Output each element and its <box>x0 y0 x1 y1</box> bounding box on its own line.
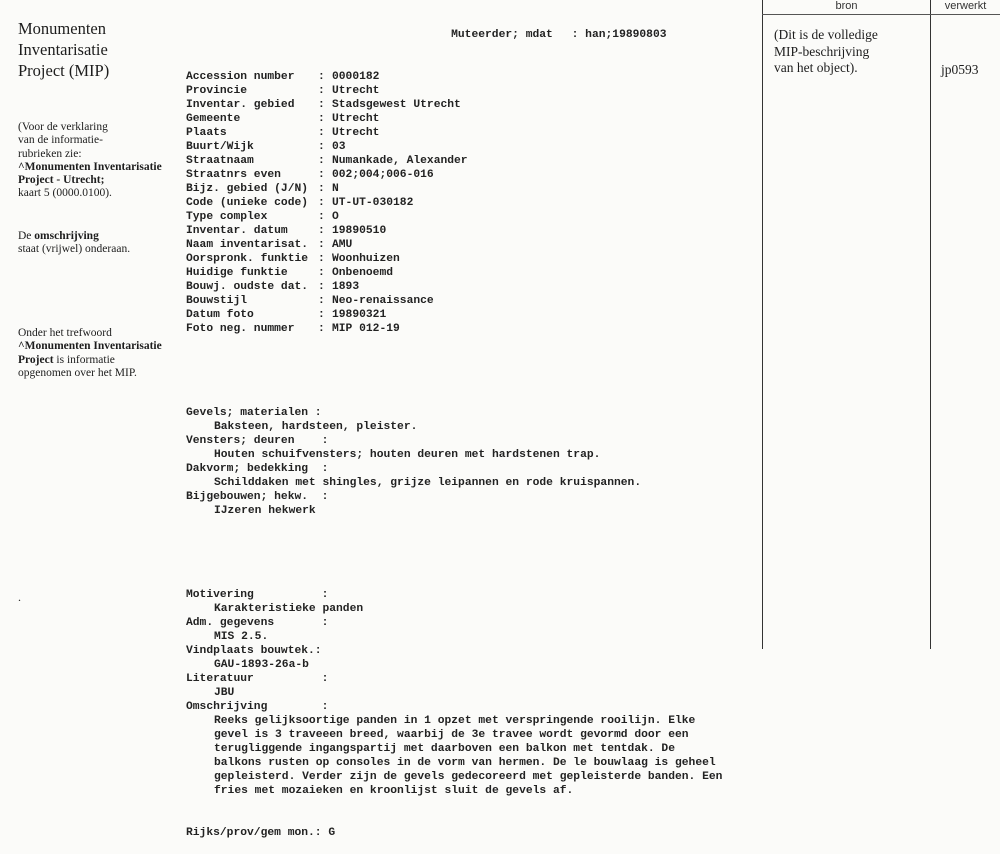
mutator-value: han;19890803 <box>585 29 667 41</box>
field-label: Naam inventarisat. <box>186 239 309 251</box>
field-value: 03 <box>332 141 346 153</box>
field-value: MIP 012-19 <box>332 323 400 335</box>
field-colon: : <box>318 99 325 111</box>
record-block-construction <box>186 406 756 518</box>
field-label: Foto neg. nummer <box>186 323 295 335</box>
record-row <box>186 252 756 266</box>
field-label: Type complex <box>186 211 268 223</box>
field-value: 002;004;006-016 <box>332 169 434 181</box>
record-row <box>186 196 756 210</box>
note-line: van de informatie- <box>18 134 103 147</box>
field-colon: : <box>318 169 325 181</box>
field-colon: : <box>318 141 325 153</box>
section-value-line: Houten schuifvensters; houten deuren met hardstenen trap. <box>214 449 601 461</box>
field-colon: : <box>318 253 325 265</box>
field-label: Code (unieke code) <box>186 197 309 209</box>
record-row <box>186 294 756 308</box>
field-colon: : <box>318 127 325 139</box>
record-row <box>186 168 756 182</box>
field-label: Gemeente <box>186 113 241 125</box>
record-row <box>186 210 756 224</box>
mip-title-line: Inventarisatie <box>18 40 108 59</box>
stray-dot: . <box>18 590 21 604</box>
section-value-line: Baksteen, hardsteen, pleister. <box>214 421 418 433</box>
note-text: De <box>18 230 35 242</box>
section-label: Omschrijving : <box>186 701 329 713</box>
note-line: (Voor de verklaring <box>18 121 108 133</box>
field-colon: : <box>318 113 325 125</box>
section-value-line: Schilddaken met shingles, grijze leipannen en rode kruispannen. <box>214 477 642 489</box>
record-row <box>186 84 756 98</box>
section-label: Gevels; materialen : <box>186 407 322 419</box>
section-value-line: terugliggende ingangspartij met daarboven een balkon met tentdak. De <box>214 743 675 755</box>
section-value-line: MIS 2.5. <box>214 631 269 643</box>
field-colon: : <box>318 295 325 307</box>
section-value-line: GAU-1893-26a-b <box>214 659 309 671</box>
field-value: N <box>332 183 339 195</box>
field-value: Woonhuizen <box>332 253 400 265</box>
field-label: Bijz. gebied (J/N) <box>186 183 309 195</box>
section-label: Dakvorm; bedekking : <box>186 463 329 475</box>
field-colon: : <box>318 197 325 209</box>
section-value-line: Reeks gelijksoortige panden in 1 opzet met verspringende rooilijn. Elke <box>214 715 696 727</box>
mip-title-line: Project (MIP) <box>18 61 110 80</box>
section-label: Bijgebouwen; hekw. : <box>186 491 329 503</box>
field-value: 1893 <box>332 281 360 293</box>
record-row <box>186 280 756 294</box>
verwerkt-header: verwerkt <box>944 0 987 12</box>
record-row <box>186 308 756 322</box>
note-bold: omschrijving <box>34 230 99 242</box>
field-colon: : <box>318 183 325 195</box>
field-value: Utrecht <box>332 113 380 125</box>
mutator-field: Muteerder; mdat : han;19890803 <box>451 29 667 41</box>
note-line: staat (vrijwel) onderaan. <box>18 243 131 256</box>
field-colon: : <box>318 309 325 321</box>
section-label: Motivering : <box>186 589 329 601</box>
field-colon: : <box>318 225 325 237</box>
bron-header: bron <box>835 0 858 12</box>
field-value: 19890510 <box>332 225 387 237</box>
field-label: Huidige funktie <box>186 267 288 279</box>
note-line: kaart 5 (0000.0100). <box>18 187 112 200</box>
note-line: Onder het trefwoord <box>18 327 112 339</box>
field-label: Inventar. datum <box>186 225 288 237</box>
section-label: Literatuur : <box>186 673 329 685</box>
section-value-line: fries met mozaieken en kroonlijst sluit de gevels af. <box>214 785 574 797</box>
field-value: Stadsgewest Utrecht <box>332 99 461 111</box>
note-bold-line: ^Monumenten Inventarisatie <box>18 160 162 173</box>
keyword-note <box>18 327 162 380</box>
section-label: Vensters; deuren : <box>186 435 329 447</box>
mip-record <box>186 14 756 854</box>
note-line: rubrieken zie: <box>18 147 82 160</box>
field-value: Onbenoemd <box>332 267 394 279</box>
field-colon: : <box>318 239 325 251</box>
section-value-line: Karakteristieke panden <box>214 603 364 615</box>
note-line: opgenomen over het MIP. <box>18 366 137 379</box>
field-label: Oorspronk. funktie <box>186 253 309 265</box>
record-row <box>186 238 756 252</box>
field-label: Straatnaam <box>186 155 254 167</box>
record-row <box>186 224 756 238</box>
bron-line: van het object). <box>774 60 858 75</box>
field-colon: : <box>318 267 325 279</box>
record-row <box>186 154 756 168</box>
field-value: 19890321 <box>332 309 387 321</box>
record-row <box>186 70 756 84</box>
mip-title <box>18 18 109 81</box>
panel-header-rule <box>762 14 1000 15</box>
note-bold-line: Project - Utrecht; <box>18 174 105 187</box>
record-row <box>186 182 756 196</box>
field-value: Numankade, Alexander <box>332 155 468 167</box>
note-text: is informatie <box>53 353 115 366</box>
field-label: Rijks/prov/gem mon.: <box>186 827 322 839</box>
field-value: 0000182 <box>332 71 380 83</box>
record-row <box>186 140 756 154</box>
mip-title-line: Monumenten <box>18 19 106 38</box>
record-row <box>186 98 756 112</box>
panel-divider-middle <box>930 0 931 649</box>
explanation-note <box>18 121 162 201</box>
section-value-line: gepleisterd. Verder zijn de gevels gedecoreerd met gepleisterde banden. Een <box>214 771 723 783</box>
record-row <box>186 112 756 126</box>
field-label: Straatnrs even <box>186 169 281 181</box>
section-value-line: balkons rusten op consoles in de vorm van hermen. De le bouwlaag is geheel <box>214 757 716 769</box>
field-colon: : <box>318 281 325 293</box>
note-bold-line: ^Monumenten Inventarisatie <box>18 340 162 353</box>
field-label: Provincie <box>186 85 248 97</box>
note-bold: Project <box>18 353 54 366</box>
bron-text <box>774 27 878 77</box>
field-value: Utrecht <box>332 85 380 97</box>
mutator-label: Muteerder; mdat <box>451 29 553 41</box>
bron-line: MIP-beschrijving <box>774 43 870 59</box>
field-label: Plaats <box>186 127 227 139</box>
field-label: Bouwj. oudste dat. <box>186 281 309 293</box>
record-block-motivation <box>186 588 756 798</box>
record-row <box>186 322 756 336</box>
panel-divider-left <box>762 0 763 649</box>
field-value: Utrecht <box>332 127 380 139</box>
field-value: O <box>332 211 339 223</box>
field-label: Inventar. gebied <box>186 99 295 111</box>
field-colon: : <box>318 155 325 167</box>
field-label: Buurt/Wijk <box>186 141 254 153</box>
field-value: Neo-renaissance <box>332 295 434 307</box>
verwerkt-value: jp0593 <box>941 62 979 77</box>
section-value-line: IJzeren hekwerk <box>214 505 316 517</box>
section-value-line: JBU <box>214 687 235 699</box>
section-label: Vindplaats bouwtek.: <box>186 645 322 657</box>
field-colon: : <box>318 211 325 223</box>
record-row <box>186 266 756 280</box>
field-value: UT-UT-030182 <box>332 197 414 209</box>
record-fields <box>186 70 756 336</box>
field-colon: : <box>318 71 325 83</box>
field-label: Bouwstijl <box>186 295 248 307</box>
field-label: Accession number <box>186 71 295 83</box>
field-label: Datum foto <box>186 309 254 321</box>
field-value: G <box>328 827 336 839</box>
field-colon: : <box>318 323 325 335</box>
record-row <box>186 126 756 140</box>
description-note <box>18 230 130 257</box>
section-value-line: gevel is 3 traveeen breed, waarbij de 3e travee wordt gevormd door een <box>214 729 689 741</box>
bron-line: (Dit is de volledige <box>774 27 878 42</box>
section-label: Adm. gegevens : <box>186 617 329 629</box>
field-value: AMU <box>332 239 353 251</box>
record-row-monument <box>186 826 756 840</box>
field-colon: : <box>318 85 325 97</box>
